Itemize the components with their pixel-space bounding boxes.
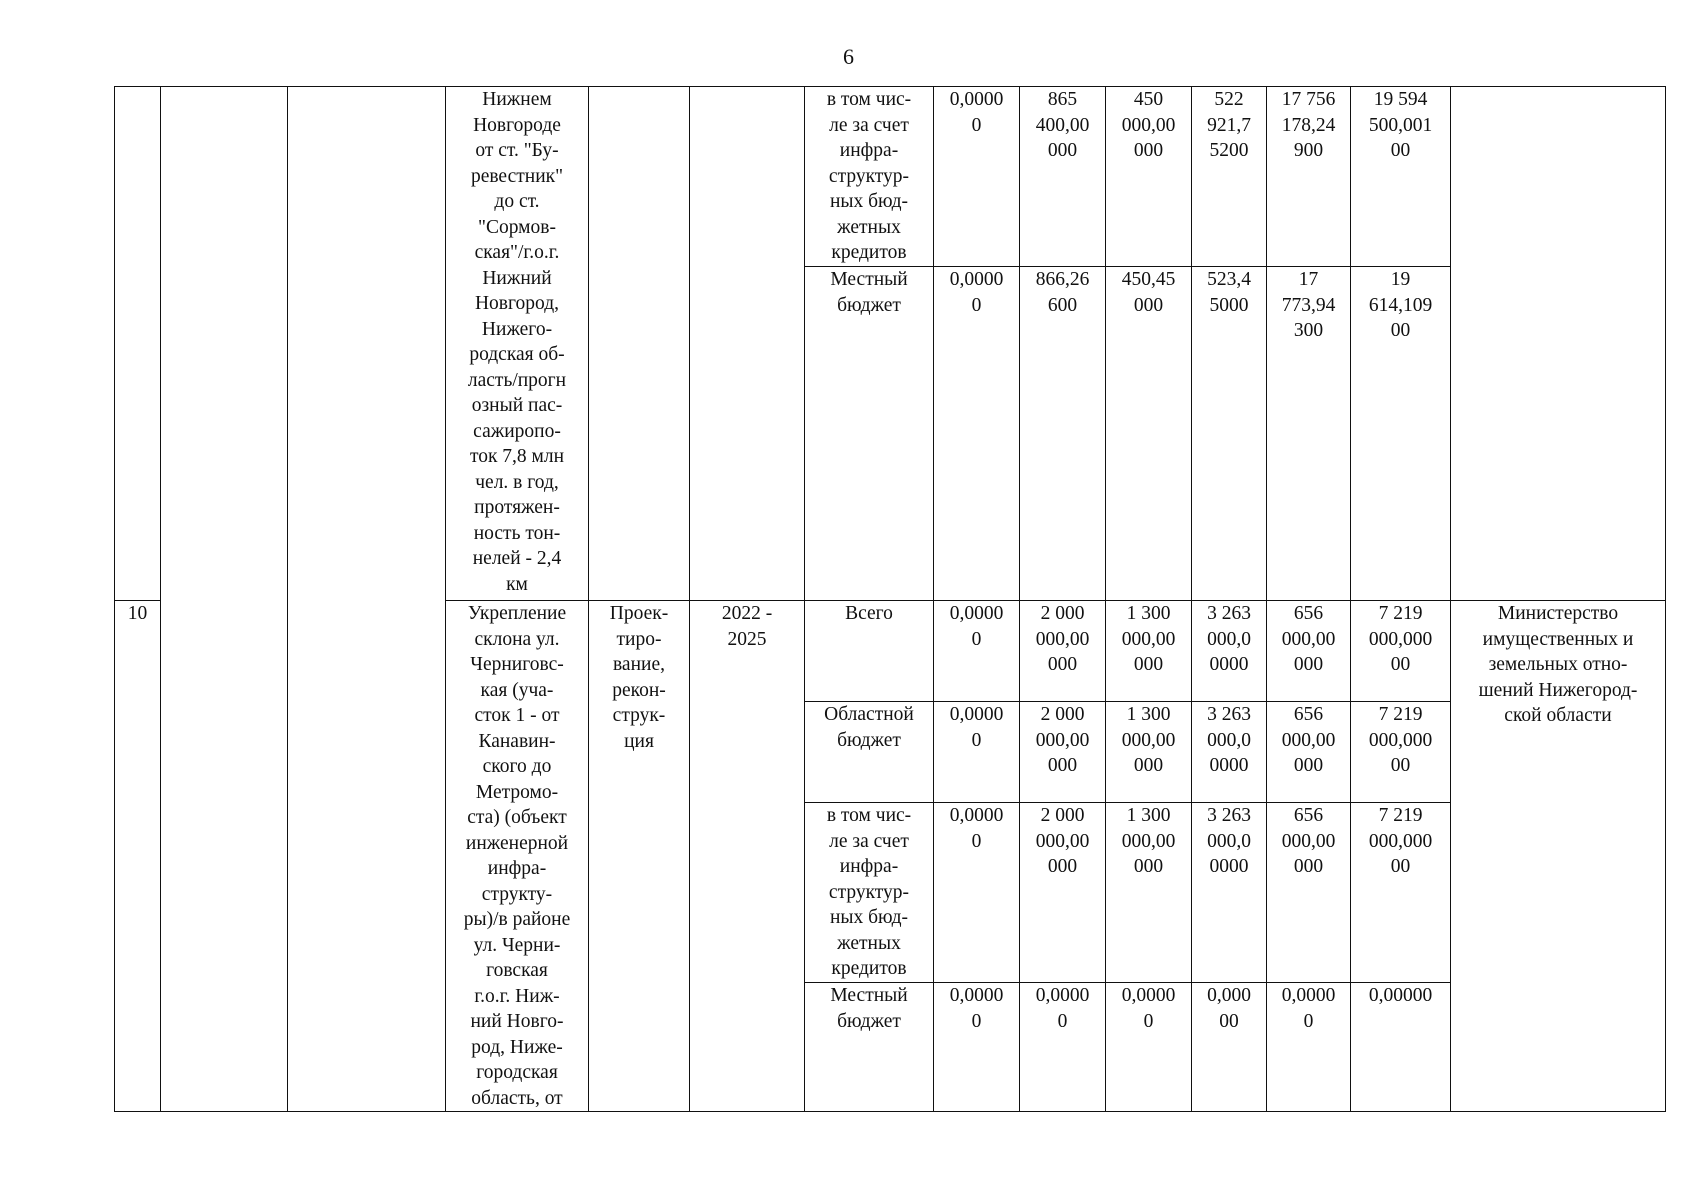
funding-source: Местный бюджет: [830, 985, 908, 1032]
subprogram-cell: [288, 87, 446, 1112]
amount-cell: [934, 601, 1020, 702]
row-number-cell: [115, 601, 161, 1112]
amount: 523,4 5000: [1207, 269, 1251, 316]
funding-source-cell: [805, 267, 934, 601]
amount-cell: [1020, 702, 1106, 803]
amount-cell: [1106, 983, 1192, 1112]
amount: 450 000,00 000: [1121, 89, 1176, 161]
object-description-cell: [446, 601, 589, 1112]
amount: 0,0000 0: [949, 805, 1004, 852]
amount-cell: [934, 87, 1020, 267]
amount: 0,0000 0: [1035, 985, 1090, 1032]
amount-cell: [1020, 983, 1106, 1112]
amount-cell: [1192, 267, 1267, 601]
amount: 0,0000 0: [949, 269, 1004, 316]
amount-cell: [1106, 601, 1192, 702]
total-amount: 0,00000: [1368, 985, 1433, 1006]
amount-cell: [1267, 87, 1351, 267]
amount-cell: [1020, 601, 1106, 702]
object-description: Нижнем Новгороде от ст. "Бу- ревестник" до ст. "Сормов- ская"/г.о.г. Нижний Новгород, Нижего- родская об- ласть/прогн озный пас- сажиропо- ток 7,8 млн чел. в год, протяжен- ность тон- нелей - 2,4 км: [467, 89, 567, 595]
row-number: 10: [127, 603, 148, 624]
amount: 2 000 000,00 000: [1035, 704, 1090, 776]
funding-source: Областной бюджет: [824, 704, 914, 751]
page-number: 6: [843, 44, 854, 69]
amount-cell: [1020, 803, 1106, 983]
total-amount: 7 219 000,000 00: [1368, 603, 1433, 675]
amount-cell: [1106, 87, 1192, 267]
amount: 17 773,94 300: [1281, 269, 1336, 341]
amount: 450,45 000: [1121, 269, 1176, 316]
amount: 3 263 000,0 0000: [1207, 603, 1251, 675]
funding-source: Всего: [845, 603, 893, 624]
amount: 1 300 000,00 000: [1121, 603, 1176, 675]
total-amount-cell: [1351, 87, 1451, 267]
amount: 0,0000 0: [949, 704, 1004, 751]
period: 2022 - 2025: [721, 603, 773, 650]
work-type-cell: [589, 87, 690, 601]
amount-cell: [1106, 267, 1192, 601]
amount-cell: [1267, 601, 1351, 702]
amount: 522 921,7 5200: [1207, 89, 1251, 161]
amount-cell: [1192, 983, 1267, 1112]
amount: 2 000 000,00 000: [1035, 805, 1090, 877]
executor-cell: [1451, 601, 1666, 1112]
amount-cell: [934, 983, 1020, 1112]
period-cell: [690, 87, 805, 601]
amount: 866,26 600: [1035, 269, 1090, 316]
object-description: Укрепление склона ул. Черниговс- кая (уча- сток 1 - от Канавин- ского до Метромо- ста) (объект инженерной инфра- структу- ры)/в районе ул. Черни- говская г.о.г. Ниж- ний Новго- род, Ниже- городская область, от: [463, 603, 571, 1109]
amount-cell: [934, 702, 1020, 803]
period-cell: [690, 601, 805, 1112]
amount: 2 000 000,00 000: [1035, 603, 1090, 675]
funding-source-cell: [805, 983, 934, 1112]
total-amount-cell: [1351, 983, 1451, 1112]
amount: 656 000,00 000: [1281, 805, 1336, 877]
funding-source: Местный бюджет: [830, 269, 908, 316]
amount: 1 300 000,00 000: [1121, 704, 1176, 776]
amount: 656 000,00 000: [1281, 603, 1336, 675]
amount: 0,0000 0: [1121, 985, 1176, 1032]
program-table: [114, 86, 1666, 1112]
amount-cell: [1267, 702, 1351, 803]
amount: 656 000,00 000: [1281, 704, 1336, 776]
amount-cell: [1192, 601, 1267, 702]
amount: 0,0000 0: [949, 603, 1004, 650]
executor: Министерство имущественных и земельных отно- шений Нижегород- ской области: [1478, 603, 1638, 726]
amount-cell: [1106, 803, 1192, 983]
amount: 1 300 000,00 000: [1121, 805, 1176, 877]
total-amount: 7 219 000,000 00: [1368, 704, 1433, 776]
amount: 0,0000 0: [1281, 985, 1336, 1032]
amount-cell: [1267, 267, 1351, 601]
total-amount: 7 219 000,000 00: [1368, 805, 1433, 877]
amount: 3 263 000,0 0000: [1207, 704, 1251, 776]
amount-cell: [1192, 702, 1267, 803]
total-amount-cell: [1351, 803, 1451, 983]
funding-source-cell: [805, 702, 934, 803]
amount-cell: [934, 803, 1020, 983]
funding-source-cell: [805, 87, 934, 267]
total-amount-cell: [1351, 267, 1451, 601]
total-amount: 19 614,109 00: [1368, 269, 1433, 341]
funding-source: в том чис- ле за счет инфра- структур- ных бюд- жетных кредитов: [826, 805, 912, 979]
amount: 0,000 00: [1207, 985, 1251, 1032]
row-number-cell: [115, 87, 161, 601]
executor-cell: [1451, 87, 1666, 601]
amount-cell: [1267, 983, 1351, 1112]
total-amount: 19 594 500,001 00: [1368, 89, 1433, 161]
work-type: Проек- тиро- вание, рекон- струк- ция: [609, 603, 669, 752]
amount-cell: [1106, 702, 1192, 803]
object-description-cell: [446, 87, 589, 601]
amount-cell: [1192, 803, 1267, 983]
funding-source-cell: [805, 601, 934, 702]
amount: 865 400,00 000: [1035, 89, 1090, 161]
amount: 17 756 178,24 900: [1281, 89, 1336, 161]
amount: 0,0000 0: [949, 985, 1004, 1032]
amount: 0,0000 0: [949, 89, 1004, 136]
amount: 3 263 000,0 0000: [1207, 805, 1251, 877]
amount-cell: [1020, 87, 1106, 267]
amount-cell: [1192, 87, 1267, 267]
funding-source: в том чис- ле за счет инфра- структур- ных бюд- жетных кредитов: [826, 89, 912, 263]
total-amount-cell: [1351, 702, 1451, 803]
program-cell: [161, 87, 288, 1112]
total-amount-cell: [1351, 601, 1451, 702]
amount-cell: [1267, 803, 1351, 983]
amount-cell: [934, 267, 1020, 601]
work-type-cell: [589, 601, 690, 1112]
funding-source-cell: [805, 803, 934, 983]
table-row: [115, 87, 1666, 267]
amount-cell: [1020, 267, 1106, 601]
